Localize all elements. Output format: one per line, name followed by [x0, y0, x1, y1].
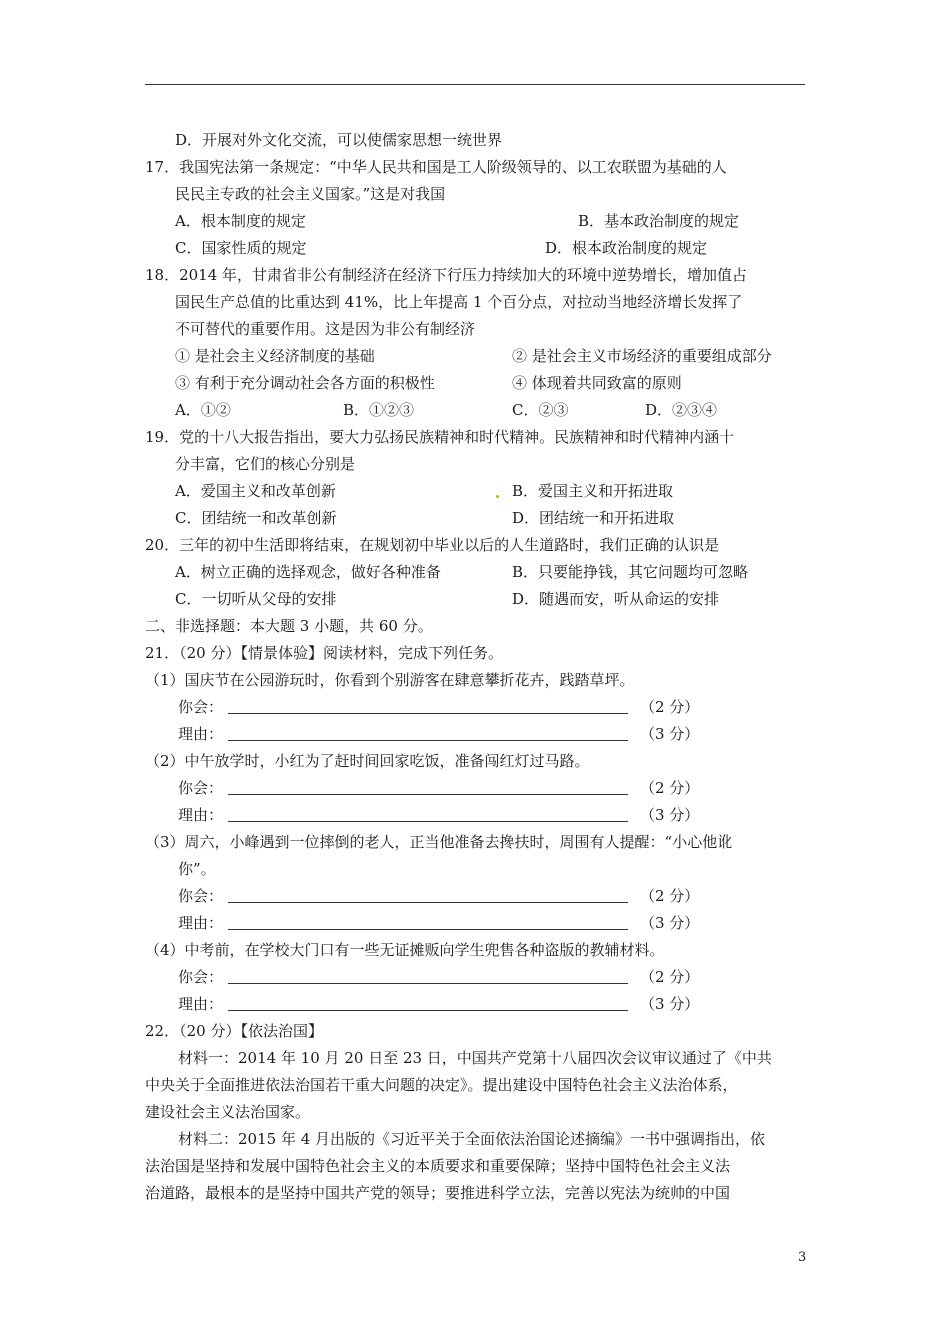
q21-heading: 21．（20 分）【情景体验】阅读材料，完成下列任务。	[145, 644, 503, 662]
q17-option-c: C．国家性质的规定	[175, 239, 307, 257]
q20-option-c: C．一切听从父母的安排	[175, 590, 337, 608]
reason-points: （3 分）	[640, 806, 700, 824]
reason-blank[interactable]	[228, 929, 628, 930]
q20-option-b: B．只要能挣钱，其它问题均可忽略	[512, 563, 749, 581]
q22-material1-line2: 中央关于全面推进依法治国若干重大问题的决定》。提出建设中国特色社会主义法治体系，	[145, 1076, 738, 1094]
q21-scenario4: （4）中考前，在学校大门口有一些无证摊贩向学生兜售各种盗版的教辅材料。	[145, 941, 665, 959]
q20-stem: 20．三年的初中生活即将结束，在规划初中毕业以后的人生道路时，我们正确的认识是	[145, 536, 720, 554]
q19-option-b: B．爱国主义和开拓进取	[512, 482, 674, 500]
q21-scenario3-line1: （3）周六，小峰遇到一位摔倒的老人，正当他准备去搀扶时，周围有人提醒：“小心他讹	[145, 833, 733, 851]
q22-material2-line1: 材料二：2015 年 4 月出版的《习近平关于全面依法治国论述摘编》一书中强调指出，依	[178, 1130, 766, 1148]
q16-option-d: D．开展对外文化交流，可以使儒家思想一统世界	[175, 131, 503, 149]
answer-blank[interactable]	[228, 983, 628, 984]
answer-points: （2 分）	[640, 698, 700, 716]
q19-option-a: A．爱国主义和改革创新	[175, 482, 336, 500]
q18-item2: ② 是社会主义市场经济的重要组成部分	[512, 347, 772, 365]
reason-points: （3 分）	[640, 995, 700, 1013]
answer-blank[interactable]	[228, 713, 628, 714]
q18-item4: ④ 体现着共同致富的原则	[512, 374, 682, 392]
q18-option-b: B．①②③	[343, 401, 415, 419]
answer-label: 你会：	[178, 698, 224, 716]
q22-material2-line2: 法治国是坚持和发展中国特色社会主义的本质要求和重要保障；坚持中国特色社会主义法	[145, 1157, 731, 1175]
q17-option-a: A．根本制度的规定	[175, 212, 306, 230]
q21-scenario2: （2）中午放学时，小红为了赶时间回家吃饭，准备闯红灯过马路。	[145, 752, 590, 770]
q21-scenario3-line2: 你”。	[178, 860, 216, 878]
answer-label: 你会：	[178, 887, 224, 905]
q18-stem-line2: 国民生产总值的比重达到 41%，比上年提高 1 个百分点，对拉动当地经济增长发挥了	[175, 293, 743, 311]
q22-material1-line3: 建设社会主义法治国家。	[145, 1103, 311, 1121]
answer-points: （2 分）	[640, 887, 700, 905]
answer-blank[interactable]	[228, 902, 628, 903]
answer-points: （2 分）	[640, 779, 700, 797]
stray-dot	[496, 495, 499, 498]
q17-option-b: B．基本政治制度的规定	[578, 212, 740, 230]
q18-item3: ③ 有利于充分调动社会各方面的积极性	[175, 374, 435, 392]
answer-label: 你会：	[178, 968, 224, 986]
q20-option-d: D．随遇而安，听从命运的安排	[512, 590, 720, 608]
q18-option-d: D．②③④	[645, 401, 718, 419]
header-rule	[145, 84, 805, 85]
q18-stem-line1: 18．2014 年，甘肃省非公有制经济在经济下行压力持续加大的环境中逆势增长，增加值占	[145, 266, 748, 284]
q22-material2-line3: 治道路，最根本的是坚持中国共产党的领导；要推进科学立法，完善以宪法为统帅的中国	[145, 1184, 731, 1202]
answer-points: （2 分）	[640, 968, 700, 986]
reason-label: 理由：	[178, 995, 224, 1013]
page-number: 3	[798, 1250, 807, 1265]
reason-blank[interactable]	[228, 1010, 628, 1011]
q17-stem-line1: 17．我国宪法第一条规定：“中华人民共和国是工人阶级领导的、以工农联盟为基础的人	[145, 158, 727, 176]
q18-item1: ① 是社会主义经济制度的基础	[175, 347, 375, 365]
q21-scenario1: （1）国庆节在公园游玩时，你看到个别游客在肆意攀折花卉，践踏草坪。	[145, 671, 635, 689]
reason-label: 理由：	[178, 914, 224, 932]
reason-points: （3 分）	[640, 914, 700, 932]
answer-blank[interactable]	[228, 794, 628, 795]
q19-stem-line1: 19．党的十八大报告指出，要大力弘扬民族精神和时代精神。民族精神和时代精神内涵十	[145, 428, 735, 446]
reason-label: 理由：	[178, 725, 224, 743]
q22-material1-line1: 材料一：2014 年 10 月 20 日至 23 日，中国共产党第十八届四次会议审议通过了《中共	[178, 1049, 772, 1067]
reason-blank[interactable]	[228, 821, 628, 822]
reason-points: （3 分）	[640, 725, 700, 743]
q17-stem-line2: 民民主专政的社会主义国家。”这是对我国	[175, 185, 446, 203]
q18-stem-line3: 不可替代的重要作用。这是因为非公有制经济	[175, 320, 476, 338]
q19-option-d: D．团结统一和开拓进取	[512, 509, 675, 527]
q18-option-a: A．①②	[175, 401, 231, 419]
q17-option-d: D．根本政治制度的规定	[545, 239, 708, 257]
answer-label: 你会：	[178, 779, 224, 797]
q19-option-c: C．团结统一和改革创新	[175, 509, 337, 527]
reason-blank[interactable]	[228, 740, 628, 741]
reason-label: 理由：	[178, 806, 224, 824]
q18-option-c: C．②③	[512, 401, 569, 419]
q22-heading: 22．（20 分）【依法治国】	[145, 1022, 323, 1040]
q20-option-a: A．树立正确的选择观念，做好各种准备	[175, 563, 441, 581]
section2-heading: 二、非选择题：本大题 3 小题，共 60 分。	[145, 617, 433, 635]
q19-stem-line2: 分丰富，它们的核心分别是	[175, 455, 356, 473]
